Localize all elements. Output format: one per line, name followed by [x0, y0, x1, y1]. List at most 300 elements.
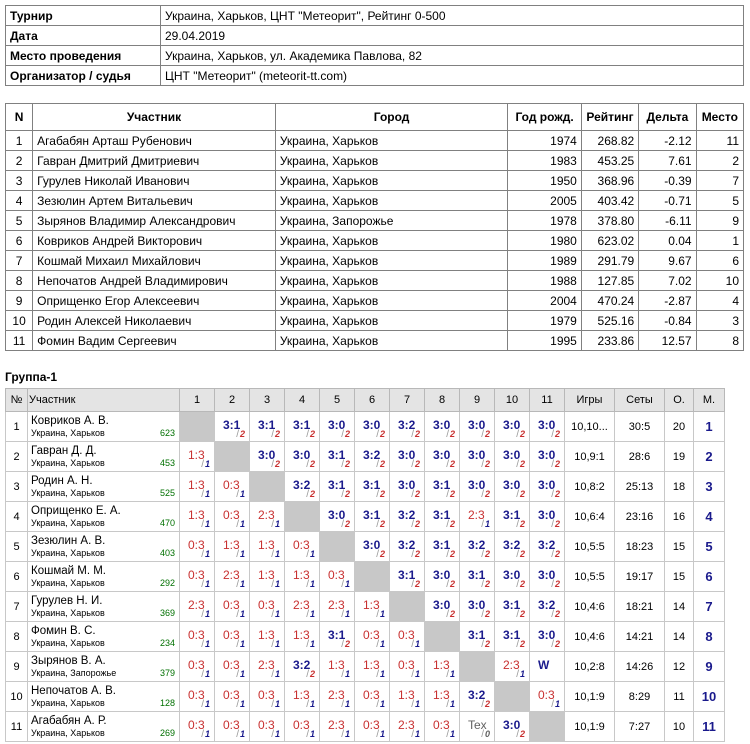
- match-result-cell[interactable]: [495, 412, 530, 442]
- match-result-cell[interactable]: [390, 472, 425, 502]
- score-divider: /: [236, 729, 239, 740]
- match-score: 1:3: [293, 688, 310, 702]
- match-result-cell[interactable]: [460, 622, 495, 652]
- score-divider: /: [516, 639, 519, 650]
- score-divider: /: [481, 729, 484, 740]
- match-result-cell[interactable]: [530, 622, 565, 652]
- score-divider: /: [446, 609, 449, 620]
- participant-city: Украина, Харьков: [275, 151, 508, 171]
- match-points: 1: [344, 579, 350, 589]
- score-divider: /: [481, 699, 484, 710]
- participant-row: [6, 231, 744, 251]
- player-rating: 379: [159, 668, 175, 678]
- match-result-cell[interactable]: [460, 472, 495, 502]
- match-points: 2: [519, 459, 525, 469]
- match-result-cell[interactable]: [180, 712, 215, 742]
- score-divider: /: [376, 699, 379, 710]
- match-score: 1:3: [223, 538, 240, 552]
- match-result-cell[interactable]: [425, 712, 460, 742]
- participant-n: 5: [6, 211, 33, 231]
- match-points: 2: [519, 639, 525, 649]
- match-points: 2: [519, 489, 525, 499]
- match-result-cell[interactable]: [320, 442, 355, 472]
- crosstable-row: [6, 472, 725, 502]
- match-points: 1: [274, 549, 280, 559]
- match-score: 2:3: [258, 658, 275, 672]
- match-result-cell[interactable]: [530, 562, 565, 592]
- row-number: 8: [6, 622, 28, 652]
- match-result-cell[interactable]: [250, 592, 285, 622]
- match-result-cell[interactable]: [495, 562, 530, 592]
- match-points: 2: [484, 489, 490, 499]
- participant-name: Гавран Дмитрий Дмитриевич: [33, 151, 276, 171]
- match-result-cell[interactable]: [285, 472, 320, 502]
- player-name[interactable]: Агабабян А. Р.: [31, 714, 107, 727]
- match-result-cell[interactable]: [215, 592, 250, 622]
- match-result-cell[interactable]: [180, 532, 215, 562]
- match-result-cell[interactable]: [250, 652, 285, 682]
- match-score: 3:0: [363, 418, 381, 432]
- score-divider: /: [481, 429, 484, 440]
- match-score: 3:1: [433, 478, 451, 492]
- match-score: 3:0: [398, 478, 416, 492]
- match-score: 3:2: [398, 418, 416, 432]
- match-score: 1:3: [188, 508, 205, 522]
- points-stat: 10: [665, 712, 694, 742]
- match-score: 3:0: [468, 598, 486, 612]
- player-name[interactable]: Гурулев Н. И.: [31, 594, 103, 607]
- match-result-cell[interactable]: [285, 532, 320, 562]
- match-result-cell[interactable]: [320, 592, 355, 622]
- sets-stat: 25:13: [615, 472, 665, 502]
- participant-birth-year: 1978: [508, 211, 581, 231]
- match-result-cell[interactable]: [495, 622, 530, 652]
- match-result-cell[interactable]: [215, 682, 250, 712]
- score-divider: /: [341, 699, 344, 710]
- diagonal-cell: [250, 472, 285, 502]
- participant-n: 2: [6, 151, 33, 171]
- match-result-cell[interactable]: [495, 652, 530, 682]
- match-result-cell[interactable]: [250, 412, 285, 442]
- match-result-cell[interactable]: [180, 682, 215, 712]
- match-points: 1: [554, 699, 560, 709]
- score-divider: /: [271, 669, 274, 680]
- match-result-cell[interactable]: [320, 712, 355, 742]
- match-score: 0:3: [398, 658, 415, 672]
- match-score: 3:0: [538, 448, 556, 462]
- place-stat: 11: [694, 712, 725, 742]
- participant-city: Украина, Харьков: [275, 131, 508, 151]
- match-points: 1: [239, 729, 245, 739]
- match-result-cell[interactable]: [530, 472, 565, 502]
- match-result-cell[interactable]: [355, 532, 390, 562]
- match-result-cell[interactable]: [530, 652, 565, 682]
- match-result-cell[interactable]: [180, 562, 215, 592]
- match-result-cell[interactable]: [390, 442, 425, 472]
- match-result-cell[interactable]: [320, 682, 355, 712]
- score-divider: /: [516, 489, 519, 500]
- match-result-cell[interactable]: [530, 412, 565, 442]
- col-header-place: Место: [696, 104, 743, 131]
- score-divider: /: [376, 459, 379, 470]
- match-result-cell[interactable]: [425, 502, 460, 532]
- score-divider: /: [411, 489, 414, 500]
- match-result-cell[interactable]: [530, 532, 565, 562]
- player-city: Украина, Харьков: [31, 637, 105, 648]
- match-score: 2:3: [328, 598, 345, 612]
- diagonal-cell: [460, 652, 495, 682]
- match-points: 1: [379, 669, 385, 679]
- score-divider: /: [236, 519, 239, 530]
- row-number: 3: [6, 472, 28, 502]
- match-result-cell[interactable]: [320, 652, 355, 682]
- participant-row: [6, 211, 744, 231]
- player-name[interactable]: Фомин В. С.: [31, 624, 96, 637]
- match-result-cell[interactable]: [180, 472, 215, 502]
- score-divider: /: [551, 429, 554, 440]
- match-points: 2: [239, 429, 245, 439]
- match-score: 3:1: [433, 538, 451, 552]
- match-score: 3:1: [503, 508, 521, 522]
- match-result-cell[interactable]: [355, 502, 390, 532]
- points-stat: 19: [665, 442, 694, 472]
- match-result-cell[interactable]: [355, 712, 390, 742]
- score-divider: /: [271, 459, 274, 470]
- score-divider: /: [516, 579, 519, 590]
- participant-name: Оприщенко Егор Алексеевич: [33, 291, 276, 311]
- participant-city: Украина, Запорожье: [275, 211, 508, 231]
- score-divider: /: [516, 669, 519, 680]
- match-score: 3:0: [433, 418, 451, 432]
- participant-place: 4: [696, 291, 743, 311]
- match-score: 3:0: [503, 478, 521, 492]
- match-result-cell[interactable]: [530, 592, 565, 622]
- participant-delta: 7.02: [639, 271, 696, 291]
- player-name[interactable]: Гавран Д. Д.: [31, 444, 97, 457]
- score-divider: /: [551, 489, 554, 500]
- score-divider: /: [341, 489, 344, 500]
- match-result-cell[interactable]: [460, 532, 495, 562]
- match-result-cell[interactable]: [285, 622, 320, 652]
- points-stat: 18: [665, 472, 694, 502]
- match-result-cell[interactable]: [215, 622, 250, 652]
- match-result-cell[interactable]: [285, 592, 320, 622]
- info-row: [6, 26, 744, 46]
- match-result-cell[interactable]: [495, 442, 530, 472]
- match-result-cell[interactable]: [250, 712, 285, 742]
- match-points: 2: [344, 489, 350, 499]
- score-divider: /: [551, 699, 554, 710]
- match-score: 1:3: [258, 568, 275, 582]
- match-result-cell[interactable]: [320, 412, 355, 442]
- crosstable-col-header: Участник: [28, 389, 180, 412]
- score-divider: /: [376, 429, 379, 440]
- match-result-cell[interactable]: [355, 592, 390, 622]
- points-stat: 15: [665, 532, 694, 562]
- match-result-cell[interactable]: [390, 562, 425, 592]
- match-points: 2: [414, 459, 420, 469]
- match-result-cell[interactable]: [425, 442, 460, 472]
- match-result-cell[interactable]: [460, 712, 495, 742]
- match-result-cell[interactable]: [390, 532, 425, 562]
- participant-place: 2: [696, 151, 743, 171]
- match-result-cell[interactable]: [355, 412, 390, 442]
- match-result-cell[interactable]: [495, 472, 530, 502]
- player-name[interactable]: Зезюлин А. В.: [31, 534, 106, 547]
- score-divider: /: [236, 699, 239, 710]
- match-score: 3:0: [328, 418, 346, 432]
- match-result-cell[interactable]: [180, 442, 215, 472]
- match-result-cell[interactable]: [390, 712, 425, 742]
- match-points: 1: [309, 639, 315, 649]
- match-score: 0:3: [293, 718, 310, 732]
- match-result-cell[interactable]: [215, 412, 250, 442]
- player-name[interactable]: Непочатов А. В.: [31, 684, 116, 697]
- diagonal-cell: [180, 412, 215, 442]
- participant-row: [6, 331, 744, 351]
- col-header-participant: Участник: [33, 104, 276, 131]
- score-divider: /: [201, 609, 204, 620]
- match-score: 3:2: [503, 538, 521, 552]
- match-result-cell[interactable]: [250, 532, 285, 562]
- games-stat: 10,10...: [565, 412, 615, 442]
- match-result-cell[interactable]: [320, 622, 355, 652]
- match-score: 0:3: [258, 718, 275, 732]
- match-result-cell[interactable]: [285, 682, 320, 712]
- participant-row: [6, 151, 744, 171]
- row-number: 4: [6, 502, 28, 532]
- participant-place: 10: [696, 271, 743, 291]
- info-label: Место проведения: [6, 46, 161, 66]
- match-result-cell[interactable]: [425, 592, 460, 622]
- player-name[interactable]: Оприщенко Е. А.: [31, 504, 121, 517]
- match-points: 2: [449, 429, 455, 439]
- match-result-cell[interactable]: [250, 622, 285, 652]
- participant-rating: 378.80: [581, 211, 638, 231]
- participant-row: [6, 251, 744, 271]
- match-points: 1: [204, 459, 210, 469]
- score-divider: /: [306, 609, 309, 620]
- match-score: 3:1: [328, 628, 346, 642]
- match-result-cell[interactable]: [355, 472, 390, 502]
- match-result-cell[interactable]: [180, 502, 215, 532]
- match-result-cell[interactable]: [250, 682, 285, 712]
- score-divider: /: [236, 489, 239, 500]
- match-points: 2: [519, 429, 525, 439]
- match-points: 2: [554, 489, 560, 499]
- score-divider: /: [271, 549, 274, 560]
- match-result-cell[interactable]: [215, 532, 250, 562]
- participant-rating: 403.42: [581, 191, 638, 211]
- match-score: 0:3: [223, 508, 240, 522]
- participant-row: [6, 171, 744, 191]
- crosstable-col-header: 9: [460, 389, 495, 412]
- points-stat: 16: [665, 502, 694, 532]
- score-divider: /: [341, 459, 344, 470]
- score-divider: /: [201, 459, 204, 470]
- diagonal-cell: [390, 592, 425, 622]
- score-divider: /: [376, 519, 379, 530]
- match-result-cell[interactable]: [180, 652, 215, 682]
- match-result-cell[interactable]: [495, 712, 530, 742]
- diagonal-cell: [530, 712, 565, 742]
- sets-stat: 23:16: [615, 502, 665, 532]
- match-result-cell[interactable]: [460, 682, 495, 712]
- match-result-cell[interactable]: [390, 412, 425, 442]
- score-divider: /: [201, 489, 204, 500]
- match-result-cell[interactable]: [215, 562, 250, 592]
- match-score: 1:3: [188, 478, 205, 492]
- match-result-cell[interactable]: [390, 622, 425, 652]
- match-result-cell[interactable]: [495, 532, 530, 562]
- match-score: 3:0: [468, 478, 486, 492]
- player-name[interactable]: Зырянов В. А.: [31, 654, 106, 667]
- match-result-cell[interactable]: [495, 502, 530, 532]
- participant-rating: 470.24: [581, 291, 638, 311]
- match-result-cell[interactable]: [320, 502, 355, 532]
- match-result-cell[interactable]: [530, 502, 565, 532]
- match-result-cell[interactable]: [355, 652, 390, 682]
- match-score: 1:3: [433, 658, 450, 672]
- match-result-cell[interactable]: [285, 712, 320, 742]
- match-result-cell[interactable]: [460, 562, 495, 592]
- match-points: 2: [554, 609, 560, 619]
- participant-delta: 0.04: [639, 231, 696, 251]
- participant-place: 1: [696, 231, 743, 251]
- match-result-cell[interactable]: [285, 652, 320, 682]
- match-points: 2: [484, 549, 490, 559]
- score-divider: /: [306, 579, 309, 590]
- match-result-cell[interactable]: [390, 682, 425, 712]
- match-result-cell[interactable]: [180, 622, 215, 652]
- match-result-cell[interactable]: [250, 562, 285, 592]
- player-city: Украина, Харьков: [31, 727, 105, 738]
- match-result-cell[interactable]: [460, 502, 495, 532]
- score-divider: /: [341, 609, 344, 620]
- score-divider: /: [236, 669, 239, 680]
- match-result-cell[interactable]: [285, 562, 320, 592]
- crosstable-row: [6, 622, 725, 652]
- match-result-cell[interactable]: [425, 532, 460, 562]
- match-result-cell[interactable]: [460, 592, 495, 622]
- match-points: 1: [204, 609, 210, 619]
- player-cell: [28, 442, 180, 472]
- sets-stat: 14:21: [615, 622, 665, 652]
- player-city: Украина, Харьков: [31, 607, 105, 618]
- match-result-cell[interactable]: [355, 622, 390, 652]
- match-result-cell[interactable]: [390, 652, 425, 682]
- match-points: 2: [484, 429, 490, 439]
- match-result-cell[interactable]: [285, 412, 320, 442]
- score-divider: /: [446, 699, 449, 710]
- match-result-cell[interactable]: [460, 442, 495, 472]
- match-points: 1: [309, 729, 315, 739]
- score-divider: /: [271, 639, 274, 650]
- match-points: 1: [204, 669, 210, 679]
- sets-stat: 30:5: [615, 412, 665, 442]
- player-cell: [28, 712, 180, 742]
- match-points: 1: [204, 639, 210, 649]
- match-result-cell[interactable]: [285, 442, 320, 472]
- match-result-cell[interactable]: [355, 442, 390, 472]
- match-result-cell[interactable]: [215, 712, 250, 742]
- participant-rating: 291.79: [581, 251, 638, 271]
- player-cell: [28, 472, 180, 502]
- match-points: 2: [484, 579, 490, 589]
- match-result-cell[interactable]: [215, 472, 250, 502]
- score-divider: /: [411, 669, 414, 680]
- score-divider: /: [481, 609, 484, 620]
- score-divider: /: [306, 549, 309, 560]
- score-divider: /: [306, 729, 309, 740]
- match-result-cell[interactable]: [425, 412, 460, 442]
- games-stat: 10,4:6: [565, 622, 615, 652]
- match-points: 0: [484, 729, 490, 739]
- match-points: 2: [414, 549, 420, 559]
- crosstable-row: [6, 592, 725, 622]
- match-points: 2: [484, 609, 490, 619]
- row-number: 10: [6, 682, 28, 712]
- match-result-cell[interactable]: [180, 592, 215, 622]
- info-row: [6, 66, 744, 86]
- match-result-cell[interactable]: [425, 562, 460, 592]
- match-result-cell[interactable]: [460, 412, 495, 442]
- match-result-cell[interactable]: [250, 442, 285, 472]
- participant-birth-year: 1950: [508, 171, 581, 191]
- match-result-cell[interactable]: [425, 652, 460, 682]
- player-name[interactable]: Родин А. Н.: [31, 474, 93, 487]
- games-stat: 10,5:5: [565, 562, 615, 592]
- tournament-info-table: [5, 5, 744, 86]
- player-rating: 369: [159, 608, 175, 618]
- score-divider: /: [306, 489, 309, 500]
- crosstable-col-header: Сеты: [615, 389, 665, 412]
- match-score: 3:1: [223, 418, 241, 432]
- match-score: 3:1: [433, 508, 451, 522]
- match-result-cell[interactable]: [250, 502, 285, 532]
- match-result-cell[interactable]: [320, 472, 355, 502]
- participant-n: 9: [6, 291, 33, 311]
- match-result-cell[interactable]: [425, 682, 460, 712]
- participant-city: Украина, Харьков: [275, 231, 508, 251]
- score-divider: /: [446, 459, 449, 470]
- match-result-cell[interactable]: [530, 682, 565, 712]
- match-result-cell[interactable]: [495, 592, 530, 622]
- score-divider: /: [341, 669, 344, 680]
- player-rating: 128: [159, 698, 175, 708]
- player-cell: [28, 502, 180, 532]
- col-header-delta: Дельта: [639, 104, 696, 131]
- player-name[interactable]: Ковриков А. В.: [31, 414, 109, 427]
- games-stat: 10,9:1: [565, 442, 615, 472]
- match-score: 3:0: [433, 448, 451, 462]
- player-name[interactable]: Кошмай М. М.: [31, 564, 106, 577]
- points-stat: 14: [665, 592, 694, 622]
- participant-name: Родин Алексей Николаевич: [33, 311, 276, 331]
- match-result-cell[interactable]: [355, 682, 390, 712]
- match-result-cell[interactable]: [530, 442, 565, 472]
- match-result-cell[interactable]: [215, 502, 250, 532]
- match-result-cell[interactable]: [390, 502, 425, 532]
- match-result-cell[interactable]: [320, 562, 355, 592]
- match-result-cell[interactable]: [215, 652, 250, 682]
- player-cell: [28, 592, 180, 622]
- match-result-cell[interactable]: [425, 472, 460, 502]
- score-divider: /: [516, 549, 519, 560]
- participant-birth-year: 1995: [508, 331, 581, 351]
- score-divider: /: [306, 699, 309, 710]
- match-points: 1: [204, 579, 210, 589]
